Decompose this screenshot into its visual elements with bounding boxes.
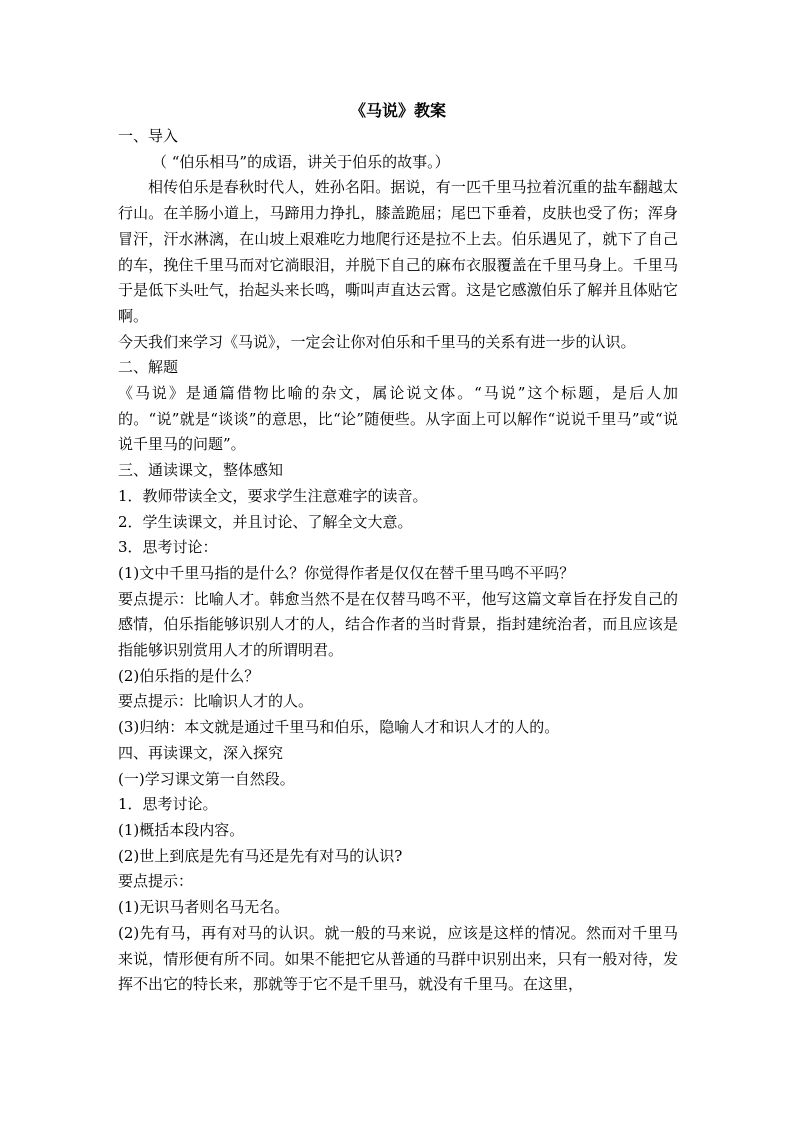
section-heading-deep-reading: 四、再读课文，深入探究 — [118, 743, 284, 762]
discussion-question: (2)世上到底是先有马还是先有对马的认识? — [118, 846, 403, 865]
question-1: (1)文中千里马指的是什么？你觉得作者是仅仅在替千里马鸣不平吗？ — [118, 563, 575, 582]
section-heading-title-explanation: 二、解题 — [118, 358, 179, 377]
intro-note: （ “伯乐相马”的成语，讲关于伯乐的故事。） — [152, 152, 450, 171]
section-heading-read-through: 三、通读课文，整体感知 — [118, 461, 284, 480]
intro-closing-paragraph: 今天我们来学习《马说》，一定会让你对伯乐和千里马的关系有进一步的认识。 — [118, 332, 636, 351]
section-heading-intro: 一、导入 — [118, 127, 179, 145]
intro-story-paragraph: 相传伯乐是春秋时代人，姓孙名阳。据说，有一匹千里马拉着沉重的盐车翻越太行山。在羊肠小道上，马蹄用力挣扎，膝盖跪屈；尾巴下垂着，皮肤也受了伤；浑身冒汗，汗水淋漓，在山坡上艰难吃力地爬行还是拉不上去。伯乐遇见了，就下了自己的车，挽住千里马而对它淌眼泪，并脱下自己的麻布衣服覆盖在千里马身上。千里马于是低下头吐气，抬起头来长鸣，嘶叫声直达云霄。这是它感激伯乐了解并且体贴它啊。 — [118, 178, 678, 325]
subsection-heading: (一)学习课文第一自然段。 — [118, 769, 295, 788]
list-item: 3．思考讨论： — [118, 538, 218, 557]
question-2: (2)伯乐指的是什么？ — [118, 666, 260, 685]
lesson-plan-page — [118, 98, 678, 998]
summary-3: (3)归纳：本文就是通过千里马和伯乐，隐喻人才和识人才的人的。 — [118, 718, 560, 737]
hint-label: 要点提示： — [118, 872, 194, 891]
list-item: 1．教师带读全文，要求学生注意难字的读音。 — [118, 486, 428, 505]
hint-answer: (1)无识马者则名马无名。 — [118, 898, 290, 917]
doc-title: 《马说》教案 — [349, 101, 446, 120]
list-item: 2．学生读课文，并且讨论、了解全文大意。 — [118, 512, 413, 531]
hint-answer-paragraph: (2)先有马，再有对马的认识。就一般的马来说，应该是这样的情况。然而对千里马来说，情形便有所不同。如果不能把它从普通的马群中识别出来，只有一般对待，发挥不出它的特长来，那就等于它不是千里马，就没有千里马。在这里， — [118, 923, 678, 994]
answer-1-paragraph: 要点提示：比喻人才。韩愈当然不是在仅替马鸣不平，他写这篇文章旨在抒发自己的感情，伯乐指能够识别人才的人，结合作者的当时背景，指封建统治者，而且应该是指能够识别赏用人才的所谓明君。 — [118, 589, 678, 660]
discussion-question: (1)概括本段内容。 — [118, 820, 245, 839]
answer-2: 要点提示：比喻识人才的人。 — [118, 692, 314, 711]
title-explanation-paragraph: 《马说》是通篇借物比喻的杂文，属论说文体。“马说”这个标题，是后人加的。“说”就是“谈谈”的意思，比“论”随便些。从字面上可以解作“说说千里马”或“说说千里马的问题”。 — [118, 384, 678, 454]
list-item: 1．思考讨论。 — [118, 795, 218, 814]
